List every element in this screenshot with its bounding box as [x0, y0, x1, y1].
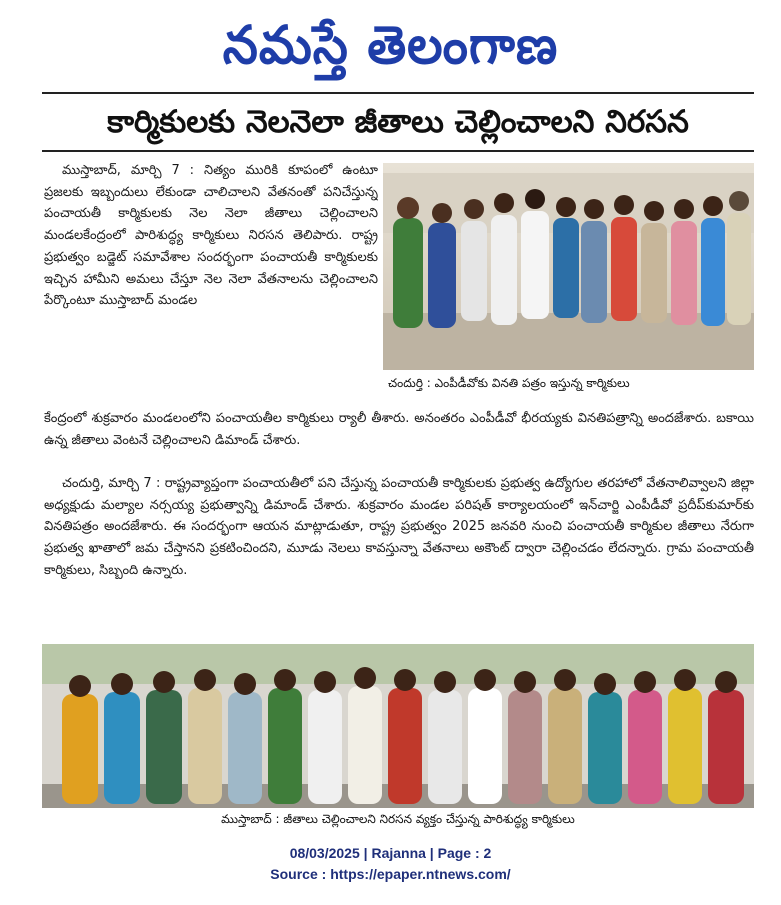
photo-sanitation-workers-protest — [42, 644, 754, 812]
footer-source-url: Source : https://epaper.ntnews.com/ — [270, 866, 511, 882]
photo-workers-submitting-petition — [383, 163, 754, 370]
footer-date-edition: 08/03/2025 | Rajanna | Page : 2 — [289, 845, 492, 861]
newspaper-masthead: నమస్తే తెలంగాణ — [222, 13, 559, 76]
article-paragraph-2 — [44, 473, 754, 637]
paragraph-text: కేంద్రంలో శుక్రవారం మండలంలోని పంచాయతీల కార్మికులు ర్యాలీ తీశారు. అనంతరం ఎంపీడీవో భీరయ్యకు వినతిపత్రాన్ని అందజేశారు. బకాయి ఉన్న జీతాలు వెంటనే చెల్లించాలని డిమాండ్‌ చేశారు. — [44, 411, 754, 448]
paragraph-text: చందుర్తి, మార్చి 7 : రాష్ట్రవ్యాప్తంగా పంచాయతీలో పని చేస్తున్న పంచాయతీ కార్మికులకు ప్రభుత్వ ఉద్యోగుల తరహాలో వేతనాలివ్వాలని జిల్లా అధ్యక్షుడు మల్యాల నర్సయ్య ప్రభుత్వాన్ని డిమాండ్‌ చేశారు. శుక్రవారం మండల పరిషత్‌ కార్యాలయంలో ఇన్‌చార్జి ఎంపీడీవో ప్రదీప్‌కుమార్‌కు వినతిపత్రం అందజేశారు. ఈ సందర్భంగా ఆయన మాట్లాడుతూ, రాష్ట్ర ప్రభుత్వం 2025 జనవరి నుంచి పంచాయతీ కార్మికుల జీతాలు నేరుగా ప్రభుత్వ ఖాతాలో జమ చేస్తానని ప్రకటించిందని, మూడు నెలలు కావస్తున్నా వేతనాలు అకౌంట్‌ ద్వారా చెల్లించడం లేదన్నారు. గ్రామ పంచాయతీ కార్మికులు, సిబ్బంది ఉన్నారు. — [44, 476, 754, 578]
article-paragraph-1-continued — [44, 408, 754, 451]
photo-caption-1: చందుర్తి : ఎంపీడీవోకు వినతి పత్రం ఇస్తున్న కార్మికులు — [388, 372, 754, 394]
paragraph-text: ముస్తాబాద్‌, మార్చి 7 : నిత్యం మురికి కూపంలో ఉంటూ ప్రజలకు ఇబ్బందులు లేకుండా చాలిచాలని వేతనంతో పనిచేస్తున్న పంచాయతీ కార్మికులకు నెల నెలా జీతాలు చెల్లించాలని మండలకేంద్రంలో పారిశుద్ధ్య కార్మికులు నిరసన తెలిపారు. రాష్ట్ర ప్రభుత్వం బడ్జెట్‌ సమావేశాల సందర్భంగా పంచాయతీ కార్మికులకు ఇచ్చిన హామీని అమలు చేస్తూ నెల నెలా వేతనాలను చెల్లించాలని పేర్కొంటూ ముస్తాబాద్‌ మండల — [44, 163, 378, 309]
photo-caption-2: ముస్తాబాద్‌ : జీతాలు చెల్లించాలని నిరసన వ్యక్తం చేస్తున్న పారిశుద్ధ్య కార్మికులు — [42, 808, 754, 830]
top-rule — [42, 92, 754, 94]
article-paragraph-1-column — [44, 160, 378, 408]
headline-rule — [42, 150, 754, 152]
article-headline: కార్మికులకు నెలనెలా జీతాలు చెల్లించాలని నిరసన — [107, 104, 689, 140]
